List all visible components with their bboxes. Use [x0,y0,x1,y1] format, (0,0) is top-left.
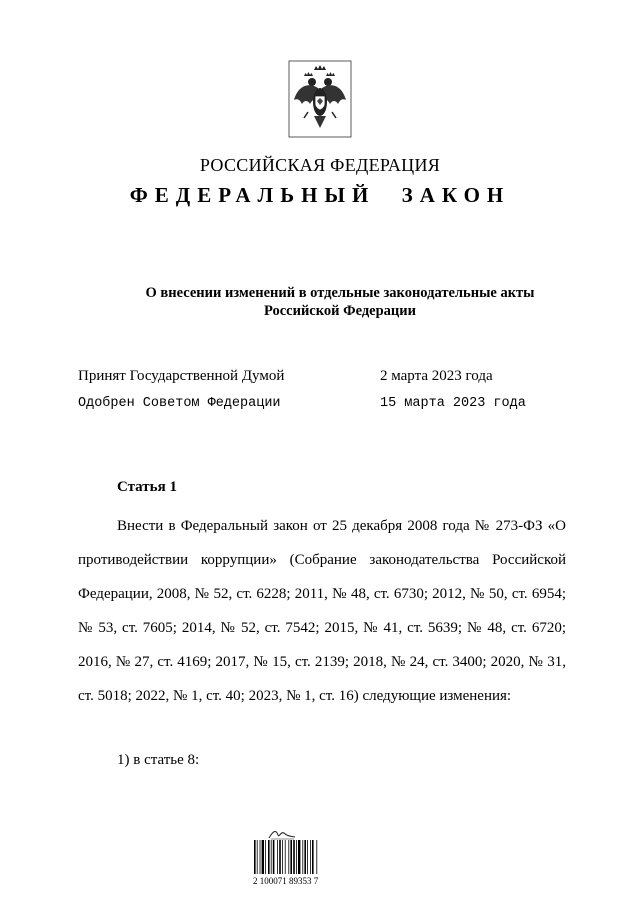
barcode-bar [279,840,281,874]
adoption-duma-row [0,368,640,390]
barcode-bar [312,840,314,874]
handwritten-mark-icon [267,827,297,841]
barcode-bar [302,840,303,874]
barcode-bar [262,840,264,874]
barcode-bar [296,840,297,874]
country-name: РОССИЙСКАЯ ФЕДЕРАЦИЯ [199,155,441,175]
barcode-icon [253,840,333,874]
duma-adoption-label: Принят Государственной Думой [78,368,285,384]
article-1-item-1: 1) в статье 8: [117,752,200,768]
barcode-bar [290,840,292,874]
barcode-bar [304,840,306,874]
barcode-bar [265,840,266,874]
barcode-bar [310,840,311,874]
barcode-bar [307,840,308,874]
duma-adoption-date: 2 марта 2023 года [380,368,493,384]
article-1-heading: Статья 1 [117,479,177,495]
barcode-bar [277,840,278,874]
barcode-bar [260,840,261,874]
barcode-bar [273,840,275,874]
council-approval-date: 15 марта 2023 года [380,396,526,411]
barcode-bar [282,840,283,874]
barcode-bar [285,840,286,874]
law-title-line-1: О внесении изменений в отдельные законодательные акты [145,285,535,301]
barcode-bar [316,840,317,874]
barcode-bar [271,840,272,874]
barcode-bar [293,840,295,874]
council-approval-label: Одобрен Советом Федерации [78,396,281,411]
barcode-bar [254,840,256,874]
barcode-bar [288,840,289,874]
law-title-line-2: Российской Федерации [263,303,416,319]
law-kind-heading: ФЕДЕРАЛЬНЫЙ ЗАКОН [129,183,511,207]
barcode-bar [268,840,270,874]
article-1-body: Внести в Федеральный закон от 25 декабря 2008 года № 273-ФЗ «О противодействии коррупции» (Собрание законодательства Российской Федерации, 2008, № 52, ст. 6228; 2011, № 48, ст. 6730; 2012, № 50, ст. 6954; № 53, ст. 7605; 2014, № 52, ст. 7542; 2015, № 41, ст. 5639; № 48, ст. 6720; 2016, № 27, ст. 4169; 2017, № 15, ст. 2139; 2018, № 24, ст. 3400; 2020, № 31, ст. 5018; 2022, № 1, ст. 40; 2023, № 1, ст. 16) следующие изменения: [78,518,566,704]
document-barcode [253,840,343,892]
barcode-bar [298,840,300,874]
adoption-council-row [0,396,640,418]
russian-coat-of-arms-icon [288,60,352,138]
barcode-number: 2 100071 89353 7 [253,876,319,886]
law-title [90,284,590,320]
barcode-bar [257,840,258,874]
